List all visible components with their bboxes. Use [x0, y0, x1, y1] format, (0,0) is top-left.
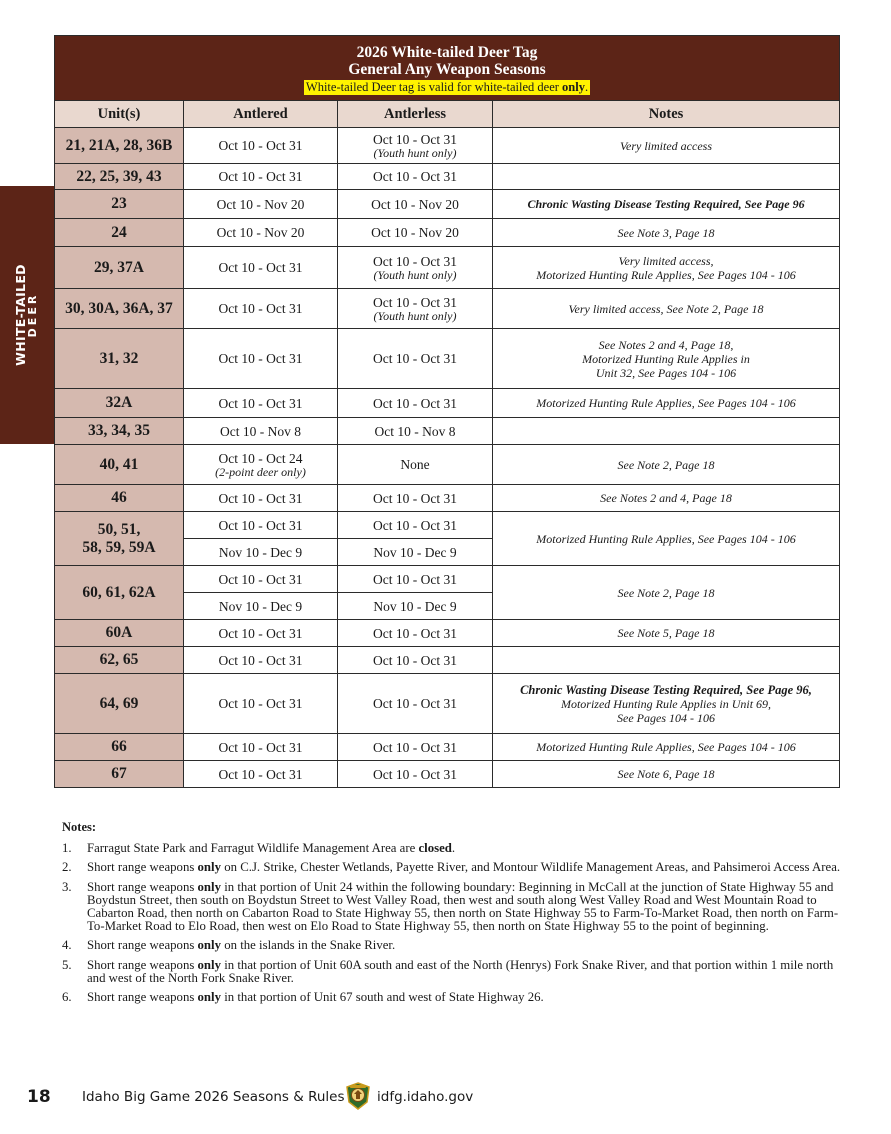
note-item: [62, 991, 842, 1004]
note-bold: only: [197, 860, 222, 875]
note-item: [62, 939, 842, 952]
unit-cell: 67: [55, 761, 184, 788]
antlered-cell: Oct 10 - Nov 20: [184, 219, 338, 247]
highlight-bold-text: only: [562, 79, 585, 94]
table-row: [55, 620, 840, 647]
antlerless-cell: Oct 10 - Oct 31: [338, 761, 493, 788]
notes-cell: See Note 3, Page 18: [493, 219, 840, 247]
note-number: 5.: [62, 957, 72, 972]
unit-cell: 23: [55, 190, 184, 219]
antlerless-cell: [338, 247, 493, 289]
table-row: [55, 647, 840, 674]
note-item: [62, 959, 842, 985]
note-bold: closed: [418, 841, 452, 856]
note-text: in that portion of Unit 67 south and west of State Highway 26.: [221, 990, 544, 1005]
table-title-line1: 2026 White-tailed Deer Tag: [356, 43, 538, 61]
table-row: [55, 190, 840, 219]
unit-cell: 24: [55, 219, 184, 247]
antlered-cell: Oct 10 - Oct 31: [184, 389, 338, 418]
unit-cell: 32A: [55, 389, 184, 418]
antlerless-cell: Oct 10 - Oct 31: [338, 329, 493, 389]
note-line-bold: Chronic Wasting Disease Testing Required, See Page 96,: [520, 682, 812, 697]
idfg-seal-icon: [345, 1082, 371, 1110]
note-text: in that portion of Unit 24 within the following boundary: Beginning in McCall at the junction of State Highway 55 and Boydstun Street, then south on Boydstun Street to West Valley Road, then west and south along West Valley Road and West Mountain Road to Cabarton Road, then north on Cabarton Road to State Highway 55, then north on State Highway 55 to Farm-To-Market Road, then north on Farm-To-Market Road to Elo Road, then west on Elo Road to State Highway 55, then north on State Highway 55 to the point of beginning.: [87, 879, 839, 934]
unit-cell: 29, 37A: [55, 247, 184, 289]
antlered-dates: Oct 10 - Oct 24: [218, 450, 303, 466]
antlerless-cell: [338, 128, 493, 164]
note-bold: only: [197, 938, 222, 953]
season-table: [54, 35, 840, 788]
unit-cell: 60, 61, 62A: [55, 566, 184, 620]
antlered-restriction: (2-point deer only): [215, 464, 306, 479]
notes-cell: [493, 647, 840, 674]
note-number: 2.: [62, 860, 72, 875]
table-row: [55, 418, 840, 445]
antlerless-restriction: (Youth hunt only): [373, 145, 457, 160]
antlered-cell: Oct 10 - Oct 31: [184, 289, 338, 329]
notes-cell: Motorized Hunting Rule Applies, See Pages 104 - 106: [493, 734, 840, 761]
unit-cell: 21, 21A, 28, 36B: [55, 128, 184, 164]
antlered-cell: Oct 10 - Oct 31: [184, 674, 338, 734]
antlerless-cell: Oct 10 - Oct 31: [338, 512, 493, 539]
table-row: [55, 289, 840, 329]
notes-cell: [493, 164, 840, 190]
header-units: Unit(s): [55, 101, 184, 128]
table-row: [55, 219, 840, 247]
note-number: 6.: [62, 990, 72, 1005]
antlerless-dates: Oct 10 - Oct 31: [373, 294, 457, 310]
note-item: [62, 881, 842, 934]
unit-line: 58, 59, 59A: [82, 538, 156, 556]
antlerless-cell: Oct 10 - Nov 20: [338, 190, 493, 219]
table-row: [55, 674, 840, 734]
antlered-cell: Oct 10 - Oct 31: [184, 620, 338, 647]
note-line: Motorized Hunting Rule Applies in: [582, 351, 750, 366]
page-footer: [27, 1082, 627, 1112]
unit-cell: 64, 69: [55, 674, 184, 734]
note-bold: only: [197, 879, 222, 894]
unit-cell: 33, 34, 35: [55, 418, 184, 445]
highlight-text: White-tailed Deer tag is valid for white-tailed deer: [305, 79, 563, 94]
unit-cell: 46: [55, 485, 184, 512]
antlerless-cell: Oct 10 - Oct 31: [338, 566, 493, 593]
table-title: [55, 36, 840, 101]
note-item: [62, 842, 842, 855]
antlered-cell: Nov 10 - Dec 9: [184, 539, 338, 566]
note-item: [62, 861, 842, 874]
table-row: [55, 566, 840, 593]
notes-cell: See Note 2, Page 18: [493, 445, 840, 485]
note-text: on the islands in the Snake River.: [221, 938, 396, 953]
notes-cell: See Note 5, Page 18: [493, 620, 840, 647]
antlered-cell: Oct 10 - Nov 8: [184, 418, 338, 445]
note-text: .: [451, 841, 456, 856]
table-row: [55, 164, 840, 190]
table-row: [55, 445, 840, 485]
footer-title: Idaho Big Game 2026 Seasons & Rules: [82, 1089, 345, 1105]
side-tab-line2: DEER: [26, 292, 39, 338]
unit-cell: 31, 32: [55, 329, 184, 389]
notes-cell: [493, 674, 840, 734]
antlered-cell: Oct 10 - Oct 31: [184, 247, 338, 289]
antlerless-cell: Oct 10 - Nov 20: [338, 219, 493, 247]
antlerless-cell: Oct 10 - Oct 31: [338, 485, 493, 512]
header-notes: Notes: [493, 101, 840, 128]
antlerless-restriction: (Youth hunt only): [373, 308, 457, 323]
table-validity-highlight: [304, 80, 590, 95]
antlered-cell: Oct 10 - Oct 31: [184, 566, 338, 593]
header-antlerless: Antlerless: [338, 101, 493, 128]
antlered-cell: Oct 10 - Oct 31: [184, 329, 338, 389]
note-number: 4.: [62, 938, 72, 953]
antlered-cell: [184, 445, 338, 485]
note-text: on C.J. Strike, Chester Wetlands, Payette River, and Montour Wildlife Management Areas, and Pahsimeroi Access Area.: [221, 860, 841, 875]
note-line: Very limited access,: [618, 253, 714, 268]
antlered-cell: Oct 10 - Oct 31: [184, 647, 338, 674]
table-row: [55, 389, 840, 418]
note-text: Short range weapons: [87, 990, 198, 1005]
antlered-cell: Oct 10 - Oct 31: [184, 128, 338, 164]
antlerless-dates: Oct 10 - Oct 31: [373, 253, 457, 269]
note-line: See Pages 104 - 106: [617, 710, 715, 725]
antlered-cell: Oct 10 - Oct 31: [184, 512, 338, 539]
notes-cell: Chronic Wasting Disease Testing Required, See Page 96: [493, 190, 840, 219]
notes-cell: Motorized Hunting Rule Applies, See Pages 104 - 106: [493, 389, 840, 418]
unit-cell: [55, 512, 184, 566]
table-title-row: [55, 36, 840, 101]
note-line: See Notes 2 and 4, Page 18,: [598, 337, 734, 352]
table-row: [55, 485, 840, 512]
antlerless-cell: [338, 289, 493, 329]
side-tab-label: [15, 264, 39, 366]
antlerless-dates: Oct 10 - Oct 31: [373, 131, 457, 147]
antlered-cell: Oct 10 - Oct 31: [184, 761, 338, 788]
unit-cell: 40, 41: [55, 445, 184, 485]
unit-cell: 62, 65: [55, 647, 184, 674]
antlerless-cell: Oct 10 - Oct 31: [338, 389, 493, 418]
section-side-tab: [0, 186, 54, 444]
highlight-period: .: [584, 79, 589, 94]
notes-cell: [493, 247, 840, 289]
note-text: Short range weapons: [87, 938, 198, 953]
antlered-cell: Nov 10 - Dec 9: [184, 593, 338, 620]
note-bold: only: [197, 957, 222, 972]
notes-cell: Very limited access, See Note 2, Page 18: [493, 289, 840, 329]
antlerless-cell: Oct 10 - Oct 31: [338, 164, 493, 190]
note-line: Motorized Hunting Rule Applies, See Pages 104 - 106: [536, 267, 796, 282]
notes-cell: Very limited access: [493, 128, 840, 164]
unit-cell: 30, 30A, 36A, 37: [55, 289, 184, 329]
notes-cell: See Note 6, Page 18: [493, 761, 840, 788]
unit-cell: 60A: [55, 620, 184, 647]
note-text: Short range weapons: [87, 957, 198, 972]
note-number: 1.: [62, 841, 72, 856]
notes-cell: See Notes 2 and 4, Page 18: [493, 485, 840, 512]
table-row: [55, 761, 840, 788]
table-row: [55, 512, 840, 539]
unit-line: 50, 51,: [97, 520, 141, 538]
antlered-cell: Oct 10 - Oct 31: [184, 485, 338, 512]
notes-cell: [493, 418, 840, 445]
table-header-row: [55, 101, 840, 128]
antlerless-cell: Oct 10 - Oct 31: [338, 674, 493, 734]
header-antlered: Antlered: [184, 101, 338, 128]
table-row: [55, 128, 840, 164]
note-text: Short range weapons: [87, 879, 198, 894]
notes-cell: [493, 329, 840, 389]
notes-heading: Notes:: [62, 820, 97, 834]
antlered-cell: Oct 10 - Nov 20: [184, 190, 338, 219]
notes-cell: Motorized Hunting Rule Applies, See Pages 104 - 106: [493, 512, 840, 566]
table-title-line2: General Any Weapon Seasons: [348, 60, 546, 78]
table-row: [55, 734, 840, 761]
antlerless-cell: Oct 10 - Oct 31: [338, 734, 493, 761]
unit-cell: 22, 25, 39, 43: [55, 164, 184, 190]
season-table-container: [54, 35, 839, 788]
notes-cell: See Note 2, Page 18: [493, 566, 840, 620]
note-text: in that portion of Unit 60A south and east of the North (Henrys) Fork Snake River, and that portion within 1 mile north and west of the North Fork Snake River.: [87, 957, 834, 985]
notes-section: [62, 821, 842, 1010]
antlerless-cell: Oct 10 - Oct 31: [338, 647, 493, 674]
antlerless-cell: Oct 10 - Oct 31: [338, 620, 493, 647]
antlerless-cell: Nov 10 - Dec 9: [338, 539, 493, 566]
note-text: Farragut State Park and Farragut Wildlife Management Area are: [87, 841, 419, 856]
note-line: Unit 32, See Pages 104 - 106: [595, 365, 737, 380]
antlered-cell: Oct 10 - Oct 31: [184, 164, 338, 190]
table-row: [55, 329, 840, 389]
antlerless-cell: None: [338, 445, 493, 485]
antlerless-restriction: (Youth hunt only): [373, 267, 457, 282]
note-text: Short range weapons: [87, 860, 198, 875]
antlerless-cell: Oct 10 - Nov 8: [338, 418, 493, 445]
footer-website: idfg.idaho.gov: [377, 1089, 474, 1105]
unit-cell: 66: [55, 734, 184, 761]
note-number: 3.: [62, 879, 72, 894]
antlerless-cell: Nov 10 - Dec 9: [338, 593, 493, 620]
table-row: [55, 247, 840, 289]
antlered-cell: Oct 10 - Oct 31: [184, 734, 338, 761]
note-bold: only: [197, 990, 222, 1005]
note-line: Motorized Hunting Rule Applies in Unit 69,: [560, 696, 772, 711]
page-number: 18: [27, 1087, 51, 1107]
side-tab-line1: WHITE-TAILED: [13, 264, 28, 366]
